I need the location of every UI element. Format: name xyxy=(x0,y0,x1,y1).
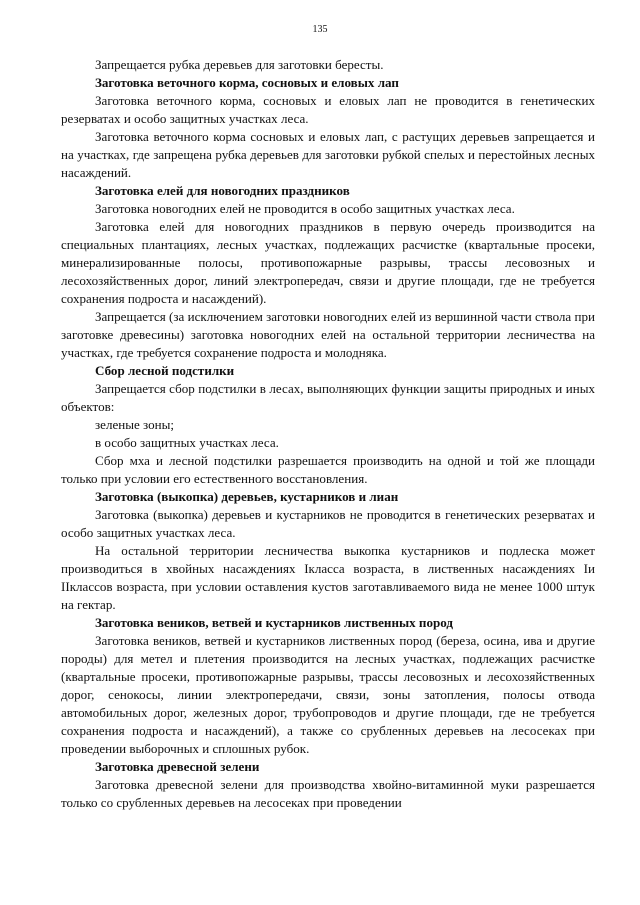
section-heading: Заготовка веточного корма, сосновых и еловых лап xyxy=(95,75,399,90)
paragraph: Запрещается (за исключением заготовки новогодних елей из вершинной части ствола при заготовке древесины) заготовка новогодних елей на остальной территории лесничества на участках, где требуется сохранение подроста и молодняка. xyxy=(61,309,595,360)
section-heading: Сбор лесной подстилки xyxy=(95,363,235,378)
section-heading: Заготовка древесной зелени xyxy=(95,759,260,774)
list-item: в особо защитных участках леса. xyxy=(95,435,279,450)
paragraph: Заготовка (выкопка) деревьев и кустарников не проводится в генетических резерватах и особо защитных участках леса. xyxy=(61,507,595,540)
paragraph: Заготовка веников, ветвей и кустарников лиственных пород (береза, осина, ива и другие породы) для метел и плетения производится на лесных участках, подлежащих расчистке (квартальные просеки, противопожарные разрывы, трассы лесовозных и лесохозяйственных дорог, сенокосы, линии электропередачи, связи, зоны затопления, полосы отвода автомобильных дорог, железных дорог, трубопроводов и другие площади, где не требуется сохранения подроста и насаждений), а также со срубленных деревьев на лесосеках при проведении выборочных и сплошных рубок. xyxy=(61,633,595,756)
paragraph: Сбор мха и лесной подстилки разрешается производить на одной и той же площади только при условии его естественного восстановления. xyxy=(61,453,595,486)
paragraph: Запрещается рубка деревьев для заготовки бересты. xyxy=(95,57,384,72)
paragraph: Заготовка веточного корма сосновых и еловых лап, с растущих деревьев запрещается и на участках, где запрещена рубка деревьев для заготовки рубкой спелых и перестойных лесных насаждений. xyxy=(61,129,595,180)
paragraph: Заготовка елей для новогодних праздников в первую очередь производится на специальных плантациях, лесных участках, подлежащих расчистке (квартальные просеки, минерализированные полосы, противопожарные разрывы, трассы лесовозных и лесохозяйственных дорог, линий электропередач, связи и другие площади, где не требуется сохранения подроста и насаждений). xyxy=(61,219,595,306)
section-heading: Заготовка елей для новогодних праздников xyxy=(95,183,350,198)
list-item: зеленые зоны; xyxy=(95,417,175,432)
paragraph: Заготовка новогодних елей не проводится в особо защитных участках леса. xyxy=(95,201,515,216)
page-number: 135 xyxy=(312,24,328,35)
paragraph: Заготовка древесной зелени для производства хвойно-витаминной муки разрешается только со срубленных деревьев на лесосеках при проведении xyxy=(61,777,595,810)
document-body xyxy=(61,56,595,812)
paragraph: Заготовка веточного корма, сосновых и еловых лап не проводится в генетических резерватах и особо защитных участках леса. xyxy=(61,93,595,126)
section-heading: Заготовка (выкопка) деревьев, кустарников и лиан xyxy=(95,489,399,504)
paragraph: Запрещается сбор подстилки в лесах, выполняющих функции защиты природных и иных объектов: xyxy=(61,381,595,414)
paragraph: На остальной территории лесничества выкопка кустарников и подлеска может производиться в хвойных насаждениях Iкласса возраста, в лиственных насаждениях Iи IIклассов возраста, при условии оставления кустов заготавливаемого вида не менее 1000 штук на гектар. xyxy=(61,543,595,612)
section-heading: Заготовка веников, ветвей и кустарников лиственных пород xyxy=(95,615,453,630)
